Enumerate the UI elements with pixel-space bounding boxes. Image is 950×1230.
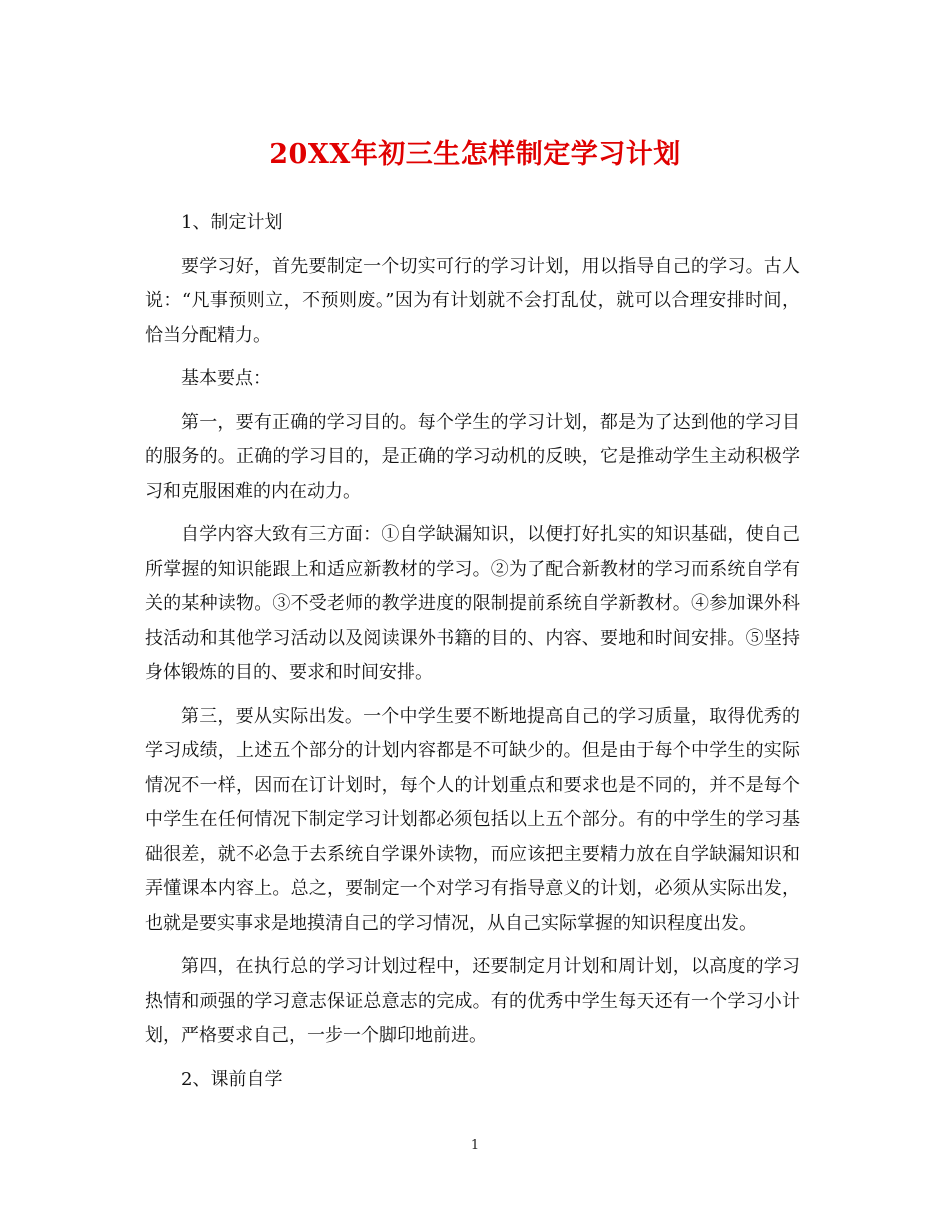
paragraph-intro: 要学习好，首先要制定一个切实可行的学习计划，用以指导自己的学习。古人说：“凡事预则立，不预则废。”因为有计划就不会打乱仗，就可以合理安排时间，恰当分配精力。 (145, 255, 800, 346)
document-body (145, 206, 800, 1106)
document-title: 20XX年初三生怎样制定学习计划 (269, 139, 681, 170)
section-heading-preview: 2、课前自学 (181, 1068, 283, 1090)
paragraph-third-point: 第三，要从实际出发。一个中学生要不断地提高自己的学习质量，取得优秀的学习成绩，上述五个部分的计划内容都是不可缺少的。但是由于每个中学生的实际情况不一样，因而在订计划时，每个人的计划重点和要求也是不同的，并不是每个中学生在任何情况下制定学习计划都必须包括以上五个部分。有的中学生的学习基础很差，就不必急于去系统自学课外读物，而应该把主要精力放在自学缺漏知识和弄懂课本内容上。总之，要制定一个对学习有指导意义的计划，必须从实际出发，也就是要实事求是地摸清自己的学习情况，从自己实际掌握的知识程度出发。 (145, 705, 800, 934)
section-heading-plan: 1、制定计划 (181, 212, 283, 233)
page-number: 1 (470, 1138, 480, 1153)
paragraph-fourth-point: 第四，在执行总的学习计划过程中，还要制定月计划和周计划，以高度的学习热情和顽强的学习意志保证总意志的完成。有的优秀中学生每天还有一个学习小计划，严格要求自己，一步一个脚印地前进。 (145, 956, 800, 1046)
paragraph-first-point: 第一，要有正确的学习目的。每个学生的学习计划，都是为了达到他的学习目的服务的。正确的学习目的，是正确的学习动机的反映，它是推动学生主动积极学习和克服困难的内在动力。 (145, 411, 800, 502)
paragraph-self-study: 自学内容大致有三方面：①自学缺漏知识，以便打好扎实的知识基础，使自己所掌握的知识能跟上和适应新教材的学习。②为了配合新教材的学习而系统自学有关的某种读物。③不受老师的教学进度的限制提前系统自学新教材。④参加课外科技活动和其他学习活动以及阅读课外书籍的目的、内容、要地和时间安排。⑤坚持身体锻炼的目的、要求和时间安排。 (145, 524, 800, 683)
paragraph-key-points: 基本要点： (181, 368, 271, 389)
